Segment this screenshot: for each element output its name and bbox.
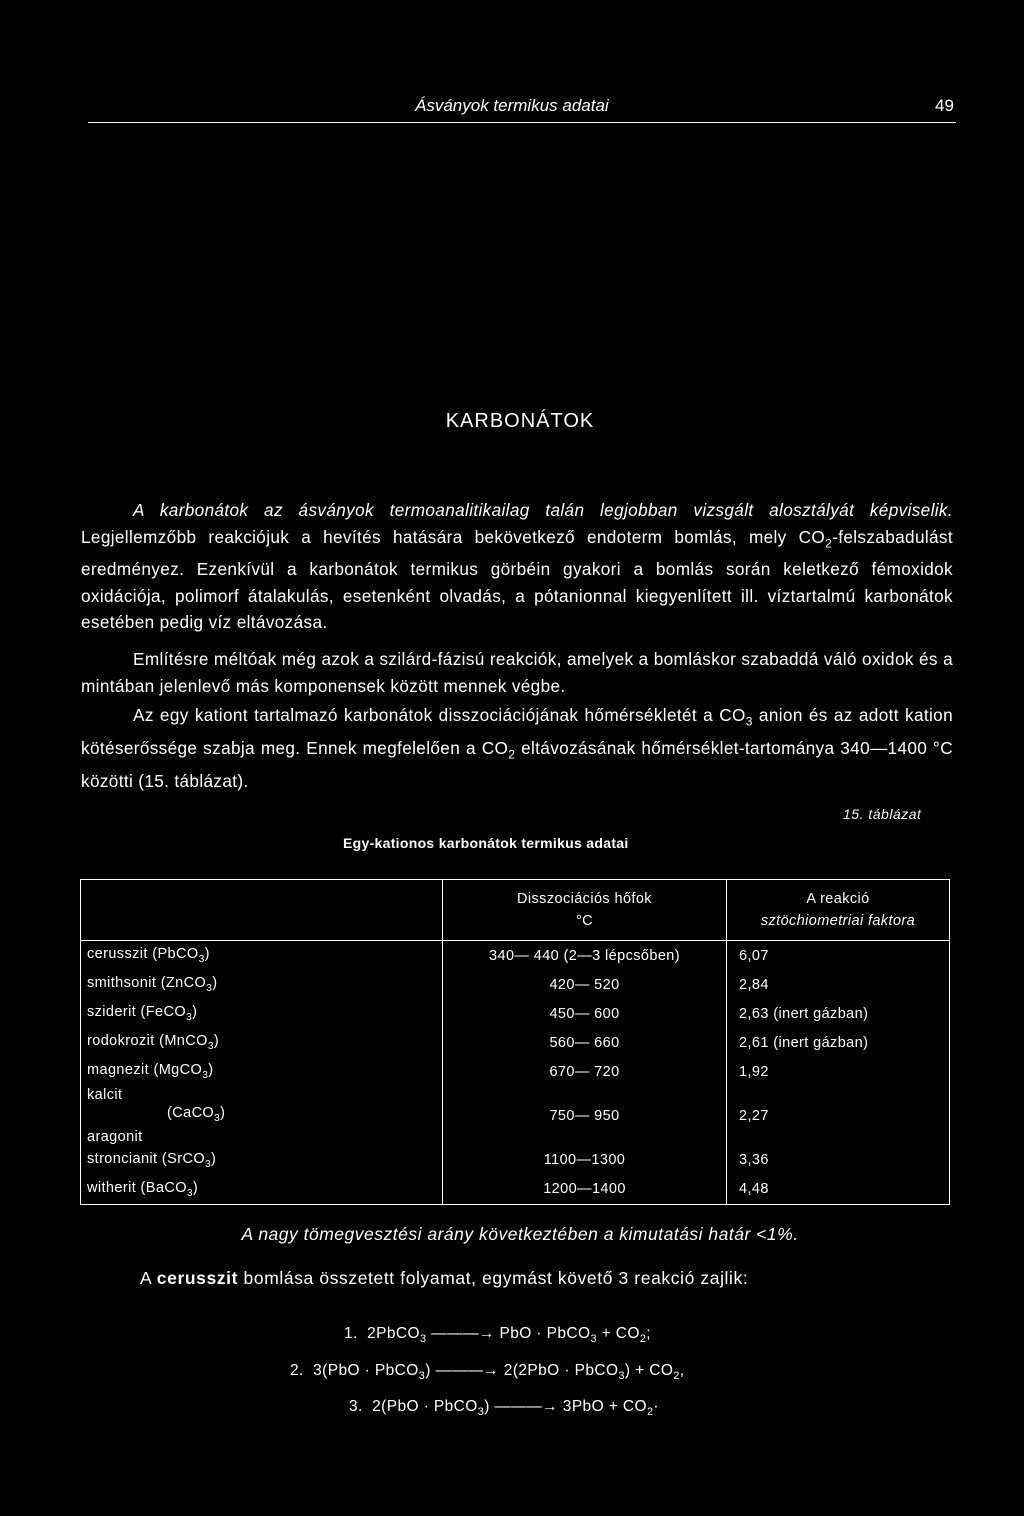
equation-3: 3. 2(PbO · PbCO$_3$) ———→ $3PbO + CO_2\cdot$: [349, 1398, 659, 1419]
temperature-cell: 340— 440 (2—3 lépcsőben): [443, 941, 727, 971]
paragraph-1-subscript: 2: [825, 535, 833, 550]
factor-cell: 1,92: [727, 1057, 950, 1086]
running-header-title: Ásványok termikus adatai: [415, 96, 609, 115]
table-row: [81, 941, 950, 971]
cerussite-intro: A cerusszit bomlása összetett folyamat, egymást követő 3 reakció zajlik:: [140, 1268, 749, 1288]
temperature-cell: 750— 950: [443, 1086, 727, 1146]
paragraph-2: [81, 646, 953, 699]
factor-cell: 6,07: [727, 941, 950, 971]
mineral-cell: magnezit (MgCO$_3$): [81, 1057, 443, 1086]
table-row: [81, 1057, 950, 1086]
paragraph-3-text-a: Az egy kationt tartalmazó karbonátok disszociációjának hőmérsékletét a CO: [133, 705, 746, 725]
mineral-formula: (CaCO$_3$): [167, 1105, 226, 1124]
paragraph-3-subscript-1: 3: [745, 714, 753, 729]
carbonate-table: [80, 879, 950, 1205]
header-temperature-label: Disszociációs hőfok: [517, 891, 652, 907]
factor-cell: 2,84: [727, 970, 950, 999]
mineral-name-aragonit: aragonit: [87, 1128, 143, 1145]
paragraph-3-text-c: eltávozásának hőmérséklet-tartománya 340—1400 °C közötti (15. táblázat).: [81, 737, 953, 791]
table-row: [81, 999, 950, 1028]
paragraph-2-text: Említésre méltóak még azok a szilárd-fázisú reakciók, amelyek a bomláskor szabaddá váló oxidok és a mintában jelenlevő más komponensek között mennek végbe.: [81, 649, 953, 696]
mineral-cell: stroncianit (SrCO$_3$): [81, 1146, 443, 1175]
header-factor-line-2: sztöchiometriai faktora: [760, 913, 916, 929]
factor-cell: 2,63 (inert gázban): [727, 999, 950, 1028]
header-mineral: [81, 880, 443, 941]
mineral-cell: cerusszit (PbCO$_3$): [81, 941, 443, 971]
equation-2: 2. 3(PbO · PbCO$_3$) ———→ 2(2PbO · PbCO$_3$) + $CO_2$,: [290, 1362, 685, 1383]
table-row: [81, 1146, 950, 1175]
paragraph-3-text-b: anion és az adott kation kötéserőssége szabja meg. Ennek megfelelően a CO: [81, 705, 953, 758]
table-caption: Egy-kationos karbonátok termikus adatai: [343, 835, 629, 851]
table-label: 15. táblázat: [843, 806, 922, 822]
paragraph-1-text-a: Legjellemzőbb reakciójuk a hevítés hatására bekövetkező endoterm bomlás, mely CO: [81, 526, 826, 547]
header-temperature-unit: °C: [575, 913, 594, 929]
temperature-cell: 1100—1300: [443, 1146, 727, 1175]
mineral-name-kalcit: kalcit: [87, 1087, 123, 1103]
temperature-cell: 670— 720: [443, 1057, 727, 1086]
mineral-cell: [81, 1086, 443, 1146]
cerussite-bold: cerusszit: [156, 1268, 239, 1288]
factor-cell: 4,48: [727, 1175, 950, 1205]
factor-cell: 3,36: [727, 1146, 950, 1175]
paragraph-3-subscript-2: 2: [508, 747, 516, 762]
temperature-cell: 560— 660: [443, 1028, 727, 1057]
paragraph-3: [81, 702, 953, 794]
table-header-row: [81, 880, 950, 941]
mineral-cell: smithsonit (ZnCO$_3$): [81, 970, 443, 999]
paragraph-1-text-b: -felszabadulást eredményez. Ezenkívül a karbonátok termikus görbéin gyakori a bomlás során keletkező fémoxidok oxidációja, polimorf átalakulás, esetenként olvadás, a pótanionnal kiegyenlített ill. víztartalmú karbonátok esetében pedig víz eltávozása.: [81, 526, 953, 633]
factor-cell: 2,27: [727, 1086, 950, 1146]
temperature-cell: 1200—1400: [443, 1175, 727, 1205]
table-row: [81, 1175, 950, 1205]
header-factor: [727, 880, 950, 941]
paragraph-1-italic-lead: A karbonátok az ásványok termoanalitikailag talán legjobban vizsgált alosztályát képviselik.: [133, 500, 953, 520]
equation-1: 1. 2PbCO$_3$ ———→ PbO · PbCO$_3$ + $CO_2$;: [344, 1325, 651, 1346]
table-row: [81, 1086, 950, 1146]
factor-cell: 2,61 (inert gázban): [727, 1028, 950, 1057]
table-footnote: A nagy tömegvesztési arány következtében a kimutatási határ <1%.: [241, 1224, 799, 1244]
table-row: [81, 970, 950, 999]
temperature-cell: 450— 600: [443, 999, 727, 1028]
paragraph-1: [81, 497, 953, 636]
table-row: [81, 1028, 950, 1057]
temperature-cell: 420— 520: [443, 970, 727, 999]
page-number: 49: [935, 96, 954, 115]
header-factor-line-1: A reakció: [806, 891, 870, 907]
header-temperature: [443, 880, 727, 941]
section-title: KARBONÁTOK: [445, 410, 595, 432]
mineral-cell: witherit (BaCO$_3$): [81, 1175, 443, 1205]
header-rule: [88, 122, 956, 123]
mineral-cell: rodokrozit (MnCO$_3$): [81, 1028, 443, 1057]
mineral-cell: sziderit (FeCO$_3$): [81, 999, 443, 1028]
